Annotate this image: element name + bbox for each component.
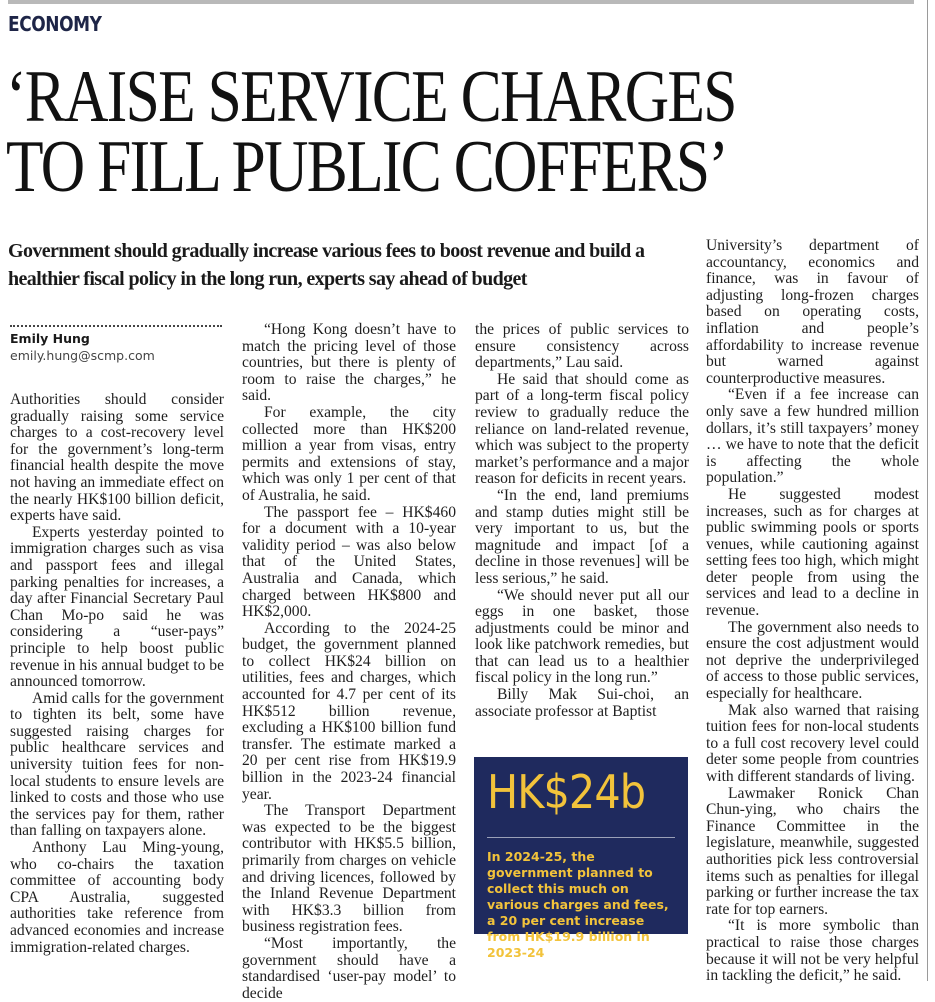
article-column-2	[242, 322, 456, 1002]
fact-text: In 2024-25, the government planned to collect this much on various charges and fees, a 20 per cent increase from HK$19.9 billion in 2023-24	[487, 849, 669, 960]
paragraph: The government also needs to ensure the cost adjustment would not deprive the underprivileged of access to those public services, especially for healthcare.	[706, 618, 919, 703]
paragraph: The passport fee – HK$460 for a document with a 10-year validity period – was also below that of the United States, Australia and Canada, which charged between HK$800 and HK$2,000.	[242, 503, 456, 621]
paragraph: Authorities should consider gradually raising some service charges to a cost-recovery level for the government’s long-term financial health despite the move not having an immediate effect on the nearly HK$100 billion deficit, experts have said.	[10, 391, 224, 525]
article-column-1	[10, 392, 224, 956]
paragraph: Billy Mak Sui-choi, an associate professor at Baptist	[475, 686, 689, 720]
headline-line-1: ‘RAISE SERVICE CHARGES	[6, 56, 736, 138]
paragraph: The Transport Department was expected to be the biggest contributor with HK$5.5 billion, primarily from charges on vehicle and driving licences, followed by the Inland Revenue Department with HK$3.3 billion from business registration fees.	[242, 802, 456, 936]
paragraph: Amid calls for the government to tighten its belt, some have suggested raising charges for public healthcare services and university tuition fees for non-local students to ensure levels are linked to costs and those who use the services pay for them, rather than falling on taxpayers alone.	[10, 689, 224, 840]
paragraph: Lawmaker Ronick Chan Chun-ying, who chairs the Finance Committee in the legislature, meanwhile, suggested authorities pick less controversial items such as penalties for illegal parking or further increase the tax rate for top earners.	[706, 784, 919, 918]
paragraph: University’s department of accountancy, economics and finance, was in favour of adjusting long-frozen charges based on operating costs, inflation and people’s affordability to increase revenue but warned against counterproductive measures.	[706, 237, 919, 387]
paragraph: “Most importantly, the government should have a standardised ‘user-pay model’ to decide	[242, 934, 456, 1002]
paragraph: He said that should come as part of a long-term fiscal policy review to gradually reduce the reliance on land-related revenue, which was subject to the property market’s performance and a major reason for deficits in recent years.	[475, 370, 689, 488]
headline-line-2: TO FILL PUBLIC COFFERS’	[6, 126, 728, 208]
standfirst: Government should gradually increase various fees to boost revenue and build a healthier fiscal policy in the long run, experts say ahead of budget	[8, 240, 645, 290]
paragraph: Anthony Lau Ming-young, who co-chairs the taxation committee of accounting body CPA Australia, suggested authorities take reference from advanced economies and increase immigration-related charges.	[10, 839, 224, 956]
headline	[6, 56, 770, 208]
paragraph: Mak also warned that raising tuition fees for non-local students to a full cost recovery level could deter some people from countries with different standards of living.	[706, 701, 919, 785]
paragraph: For example, the city collected more than HK$200 million a year from visas, entry permits and extensions of stay, which was only 1 per cent of that of Australia, he said.	[242, 403, 456, 504]
paragraph: “Hong Kong doesn’t have to match the pricing level of those countries, but there is plenty of room to raise the charges,” he said.	[242, 321, 456, 405]
article-column-3	[475, 322, 689, 720]
paragraph: the prices of public services to ensure consistency across departments,” Lau said.	[475, 321, 689, 372]
paragraph: He suggested modest increases, such as for charges at public swimming pools or sports venues, while cautioning against setting fees too high, which might deter people from using the services and lead to a decline in revenue.	[706, 485, 919, 620]
paragraph: “We should never put all our eggs in one basket, those adjustments could be minor and look like patchwork remedies, but that can lead us to a healthier fiscal policy in the long run.”	[475, 586, 689, 687]
paragraph: “Even if a fee increase can only save a few hundred million dollars, it’s still taxpayers’ money … we have to note that the deficit is affecting the whole population.”	[706, 386, 919, 487]
author-name: Emily Hung	[10, 331, 90, 346]
fact-box	[474, 757, 688, 960]
paragraph: “It is more symbolic than practical to raise those charges because it will not be very helpful in tackling the deficit,” he said.	[706, 917, 919, 985]
author-email[interactable]: emily.hung@scmp.com	[10, 348, 155, 363]
right-rule	[927, 0, 928, 981]
article-column-4	[706, 238, 919, 985]
fact-figure: HK$24b	[487, 765, 646, 819]
paragraph: Experts yesterday pointed to immigration charges such as visa and passport fees and illegal parking penalties for increases, a day after Financial Secretary Paul Chan Mo-po said he was considering a “user-pays” principle to help boost public revenue in his annual budget to be announced tomorrow.	[10, 523, 224, 691]
byline	[10, 325, 222, 363]
paragraph: “In the end, land premiums and stamp duties might still be very important to us, but the magnitude and impact [of a decline in those revenues] will be less serious,” he said.	[475, 486, 689, 587]
top-rule	[8, 0, 914, 4]
fact-divider	[487, 837, 675, 838]
section-label: ECONOMY	[8, 12, 102, 36]
paragraph: According to the 2024-25 budget, the government planned to collect HK$24 billion on utilities, fees and charges, which accounted for 4.7 per cent of its HK$512 billion revenue, excluding a HK$100 billion fund transfer. The estimate marked a 20 per cent rise from HK$19.9 billion in the 2023-24 financial year.	[242, 619, 456, 803]
